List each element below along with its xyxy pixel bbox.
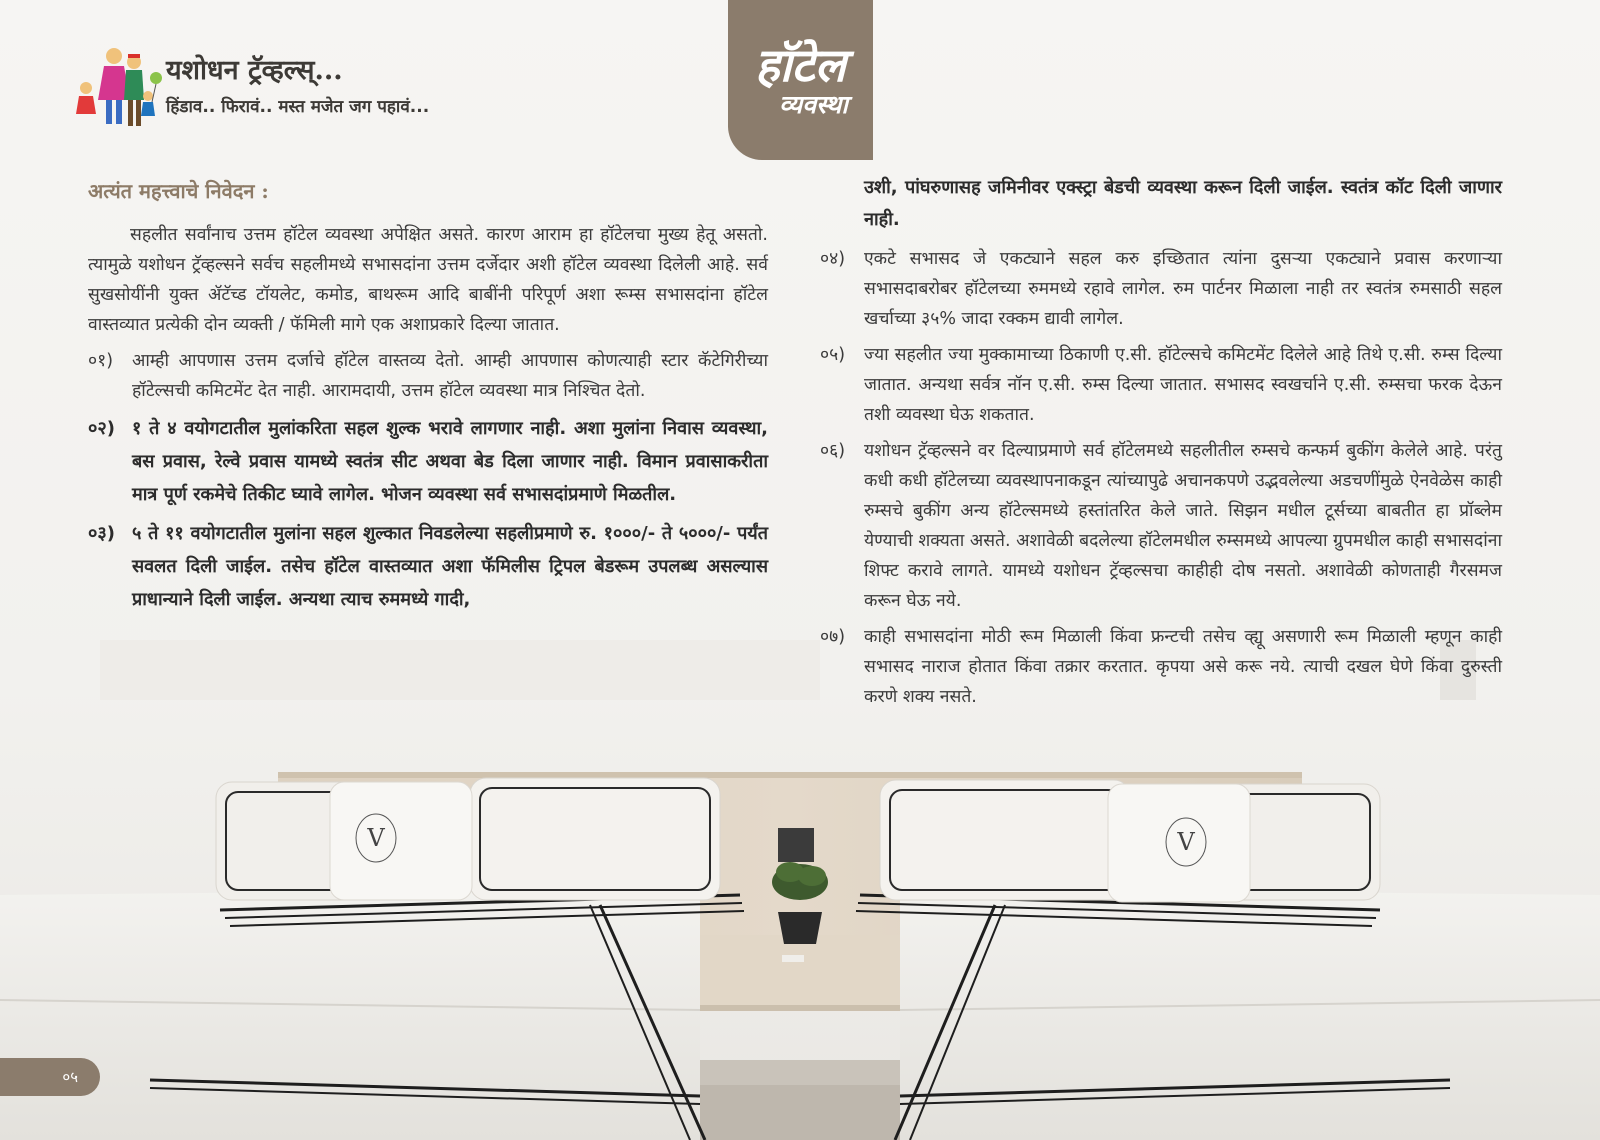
family-logo-icon bbox=[66, 44, 162, 132]
rule-item-03 bbox=[88, 517, 768, 616]
section-title-line2: व्यवस्था bbox=[779, 90, 848, 119]
brand-name: यशोधन ट्रॅव्हल्स्... bbox=[166, 55, 343, 86]
rule-item-07 bbox=[820, 622, 1502, 712]
rule-item-06 bbox=[820, 436, 1502, 616]
notice-title: अत्यंत महत्त्वाचे निवेदन : bbox=[88, 179, 269, 203]
rule-number: ०७) bbox=[820, 627, 846, 647]
rule-number: ०६) bbox=[820, 441, 846, 461]
rule-item-04 bbox=[820, 244, 1502, 334]
rule-number: ०१) bbox=[88, 351, 114, 371]
rule-item-01 bbox=[88, 346, 768, 406]
left-column bbox=[88, 176, 768, 616]
rules-list-right bbox=[820, 244, 1502, 712]
rule-item-05 bbox=[820, 340, 1502, 430]
rules-list-left bbox=[88, 346, 768, 616]
rule-text: ५ ते ११ वयोगटातील मुलांना सहल शुल्कात निवडलेल्या सहलीप्रमाणे रु. १०००/- ते ५०००/- पर्यंत सवलत दिली जाईल. तसेच हॉटेल वास्तव्यात अशा फॅमिलीस ट्रिपल बेडरूम उपलब्ध असल्यास प्राधान्याने दिली जाईल. अन्यथा त्याच रुममध्ये गादी, bbox=[132, 523, 768, 610]
section-title-line1: हॉटेल bbox=[755, 38, 846, 92]
rule-text: काही सभासदांना मोठी रूम मिळाली किंवा फ्रन्टची तसेच व्ह्यू असणारी रूम मिळाली म्हणून काही सभासद नाराज होतात किंवा तक्रार करतात. कृपया असे करू नये. त्याची दखल घेणे किंवा दुरुस्ती करणे शक्य नसते. bbox=[864, 627, 1502, 707]
rule-text: १ ते ४ वयोगटातील मुलांकरिता सहल शुल्क भरावे लागणार नाही. अशा मुलांना निवास व्यवस्था, बस प्रवास, रेल्वे प्रवास यामध्ये स्वतंत्र सीट अथवा बेड दिला जाणार नाही. विमान प्रवासाकरीता मात्र पूर्ण रकमेचे तिकीट घ्यावे लागेल. भोजन व्यवस्था सर्व सभासदांप्रमाणे मिळतील. bbox=[132, 418, 768, 505]
rule-03-continuation: उशी, पांघरुणासह जमिनीवर एक्स्ट्रा बेडची व्यवस्था करून दिली जाईल. स्वतंत्र कॉट दिली जाणार नाही. bbox=[864, 177, 1502, 230]
rule-number: ०४) bbox=[820, 249, 846, 269]
rule-number: ०२) bbox=[88, 418, 115, 439]
intro-paragraph: सहलीत सर्वांनाच उत्तम हॉटेल व्यवस्था अपेक्षित असते. कारण आराम हा हॉटेलचा मुख्य हेतू असतो. त्यामुळे यशोधन ट्रॅव्हल्सने सर्वच सहलीमध्ये सभासदांना उत्तम दर्जेदार अशी हॉटेल व्यवस्था दिलेली आहे. सर्व सुखसोयींनी युक्त ॲटॅच्ड टॉयलेट, कमोड, बाथरूम आदि बाबींनी परिपूर्ण अशा रूम्स सभासदांना हॉटेल वास्तव्यात प्रत्येकी दोन व्यक्ती / फॅमिली मागे एक अशाप्रकारे दिल्या जातात. bbox=[88, 225, 768, 335]
svg-text:V: V bbox=[1177, 828, 1195, 856]
rule-text: ज्या सहलीत ज्या मुक्कामाच्या ठिकाणी ए.सी. हॉटेल्सचे कमिटमेंट दिलेले आहे तिथे ए.सी. रुम्स दिल्या जातात. अन्यथा सर्वत्र नॉन ए.सी. रुम्स दिल्या जातात. सभासद स्वखर्चाने ए.सी. रुम्सचा फरक देऊन तशी व्यवस्था घेऊ शकतात. bbox=[864, 345, 1502, 425]
rule-text: एकटे सभासद जे एकट्याने सहल करु इच्छितात त्यांना दुसऱ्या एकट्याने प्रवास करणाऱ्या सभासदाबरोबर हॉटेलच्या रुममध्ये रहावे लागेल. रुम पार्टनर मिळाला नाही तर स्वतंत्र रुमसाठी सहल खर्चाच्या ३५% जादा रक्कम द्यावी लागेल. bbox=[864, 249, 1502, 329]
rule-item-02 bbox=[88, 412, 768, 511]
brand-tagline: हिंडाव.. फिरावं.. मस्त मजेत जग पहावं... bbox=[166, 97, 430, 117]
rule-number: ०५) bbox=[820, 345, 846, 365]
page-number: ०५ bbox=[0, 1058, 100, 1096]
rule-number: ०३) bbox=[88, 523, 115, 544]
rule-text: आम्ही आपणास उत्तम दर्जाचे हॉटेल वास्तव्य देतो. आम्ही आपणास कोणत्याही स्टार कॅटेगिरीच्या हॉटेल्सची कमिटमेंट देत नाही. आरामदायी, उत्तम हॉटेल व्यवस्था मात्र निश्चित देतो. bbox=[132, 351, 768, 401]
rule-text: यशोधन ट्रॅव्हल्सने वर दिल्याप्रमाणे सर्व हॉटेलमध्ये सहलीतील रुम्सचे कन्फर्म बुकींग केलेले आहे. परंतु कधी कधी हॉटेलच्या व्यवस्थापनाकडून त्यांच्यापुढे अचानकपणे उद्भवलेल्या अडचणींमुळे ऐनवेळेस काही रुम्सचे बुकींग अन्य हॉटेल्समध्ये हस्तांतरित केले जाते. सिझन मधील टूर्सच्या बाबतीत हा प्रॉब्लेम येण्याची शक्यता असते. अशावेळी बदलेल्या हॉटेलमधील रुम्समध्ये आपल्या ग्रुपमधील काही सभासदांना शिफ्ट करावे लागते. यामध्ये यशोधन ट्रॅव्हल्सचा काहीही दोष नसतो. अशावेळी कोणताही गैरसमज करून घेऊ नये. bbox=[864, 441, 1502, 611]
right-column bbox=[820, 172, 1502, 712]
svg-text:V: V bbox=[367, 824, 385, 852]
brand-header bbox=[66, 44, 506, 134]
section-title-tab bbox=[728, 0, 873, 160]
